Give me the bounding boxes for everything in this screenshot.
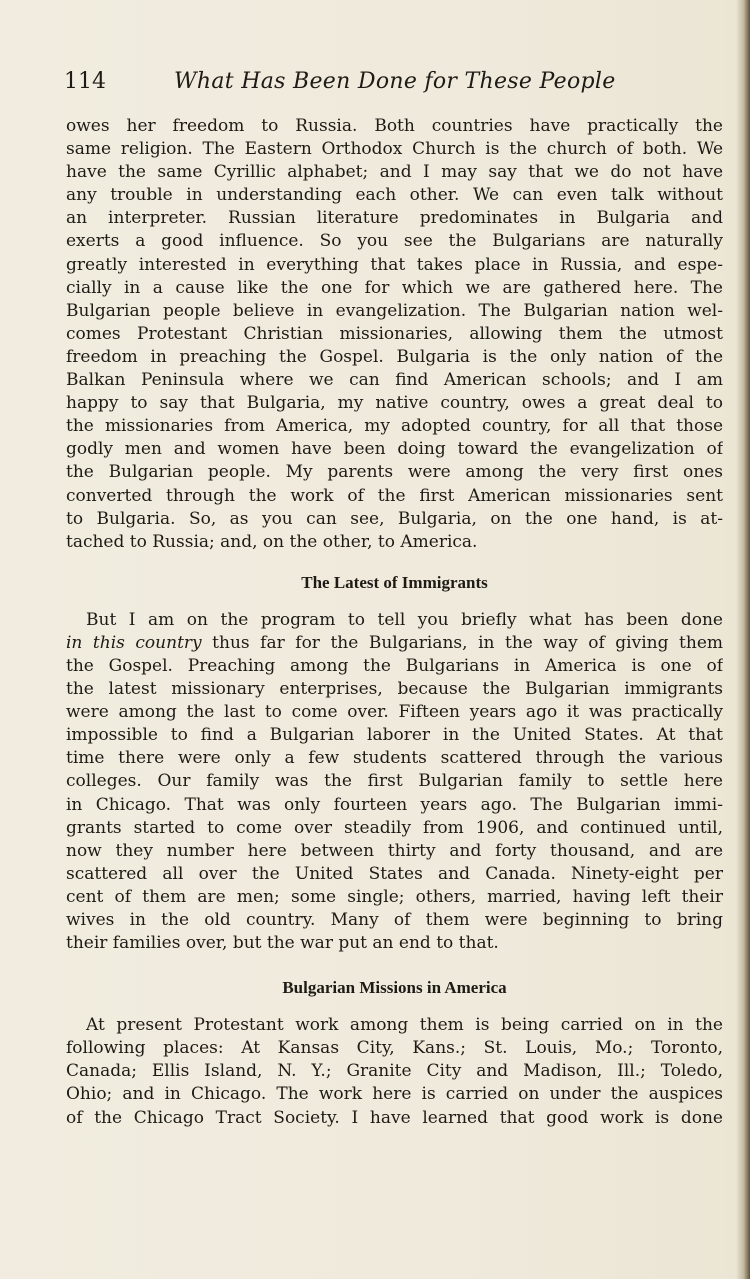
- text-line: comes Protestant Christian missionaries, allowing them the utmost: [66, 323, 723, 344]
- running-head: [64, 66, 724, 98]
- section-heading-latest-immigrants: The Latest of Immigrants: [301, 572, 488, 592]
- text-line: Canada; Ellis Island, N. Y.; Granite City and Madison, Ill.; Toledo,: [66, 1061, 723, 1082]
- text-line: an interpreter. Russian literature predominates in Bulgaria and: [66, 208, 723, 229]
- text-line: to Bulgaria. So, as you can see, Bulgaria, on the one hand, is at-: [66, 508, 723, 529]
- text-line: the latest missionary enterprises, because the Bulgarian immigrants: [66, 679, 723, 700]
- text-line: greatly interested in everything that takes place in Russia, and espe-: [66, 254, 723, 275]
- section-heading-bulgarian-missions: Bulgarian Missions in America: [282, 978, 507, 998]
- text-line: Bulgarian people believe in evangelization. The Bulgarian nation wel-: [66, 300, 723, 321]
- text-line: But I am on the program to tell you briefly what has been done: [86, 609, 723, 630]
- text-line: cially in a cause like the one for which we are gathered here. The: [66, 277, 723, 298]
- body-text: [66, 115, 723, 1130]
- text-line: the missionaries from America, my adopted country, for all that those: [66, 416, 723, 437]
- text-line: same religion. The Eastern Orthodox Church is the church of both. We: [66, 139, 723, 160]
- text-line: in Chicago. That was only fourteen years ago. The Bulgarian immi-: [66, 794, 723, 815]
- text-line: grants started to come over steadily from 1906, and continued until,: [66, 817, 723, 838]
- text-line: owes her freedom to Russia. Both countries have practically the: [66, 116, 723, 136]
- text-line: [66, 632, 723, 655]
- italic-phrase: in this country: [66, 632, 202, 653]
- text-line: colleges. Our family was the first Bulgarian family to settle here: [66, 771, 723, 792]
- text-line: time there were only a few students scattered through the various: [66, 748, 723, 769]
- text-line: converted through the work of the first American missionaries sent: [66, 485, 723, 506]
- text-line: now they number here between thirty and forty thousand, and are: [66, 840, 723, 861]
- text-line: scattered all over the United States and Canada. Ninety-eight per: [66, 863, 723, 884]
- text-line: Balkan Peninsula where we can find American schools; and I am: [66, 370, 723, 391]
- text-line: impossible to find a Bulgarian laborer in the United States. At that: [66, 725, 723, 746]
- text-line: tached to Russia; and, on the other, to America.: [66, 531, 478, 552]
- paragraph-2: [66, 609, 723, 955]
- text-line: of the Chicago Tract Society. I have learned that good work is done: [66, 1107, 723, 1128]
- text-line: any trouble in understanding each other. We can even talk without: [66, 185, 723, 206]
- text-line: the Gospel. Preaching among the Bulgarians in America is one of: [66, 655, 723, 676]
- text-line: wives in the old country. Many of them were beginning to bring: [66, 910, 723, 930]
- paragraph-3: [66, 1014, 723, 1129]
- text-fragment: thus far for the Bulgarians, in the way of giving them: [201, 632, 723, 653]
- text-line: godly men and women have been doing toward the evangelization of: [66, 439, 723, 460]
- text-line: happy to say that Bulgaria, my native country, owes a great deal to: [66, 393, 723, 414]
- text-line: their families over, but the war put an end to that.: [66, 933, 499, 954]
- text-line: the Bulgarian people. My parents were among the very first ones: [66, 462, 723, 483]
- page-number: 114: [64, 69, 106, 94]
- text-line: have the same Cyrillic alphabet; and I may say that we do not have: [66, 162, 723, 183]
- text-line: cent of them are men; some single; others, married, having left their: [66, 886, 723, 907]
- paragraph-1: [66, 115, 723, 554]
- text-line: following places: At Kansas City, Kans.; St. Louis, Mo.; Toronto,: [66, 1038, 723, 1059]
- text-line: freedom in preaching the Gospel. Bulgaria is the only nation of the: [66, 346, 723, 367]
- page-edge-shadow: [736, 0, 750, 1279]
- running-title: What Has Been Done for These People: [174, 69, 616, 94]
- text-line: Ohio; and in Chicago. The work here is carried on under the auspices: [66, 1084, 723, 1105]
- text-line: At present Protestant work among them is being carried on in the: [86, 1015, 723, 1036]
- text-line: were among the last to come over. Fifteen years ago it was practically: [66, 702, 723, 723]
- text-line: exerts a good influence. So you see the Bulgarians are naturally: [66, 231, 723, 252]
